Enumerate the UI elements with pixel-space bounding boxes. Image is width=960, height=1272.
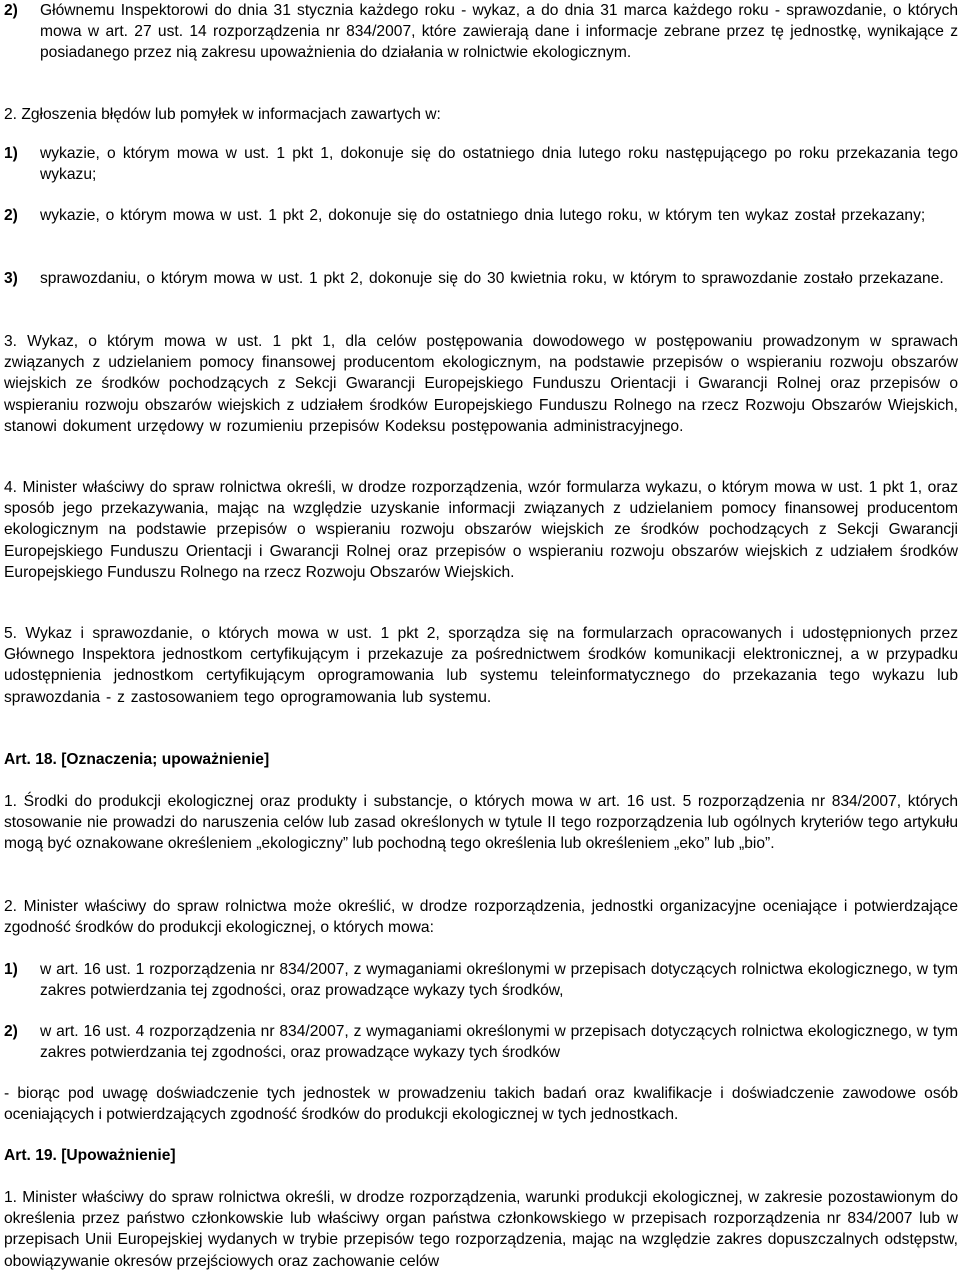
item-number: 1) — [4, 961, 18, 978]
article-18-paragraph-2: 2. Minister właściwy do spraw rolnictwa może określić, w drodze rozporządzenia, jednostki organizacyjne oceniające i potwierdzające zgodność środków do produkcji ekologicznej, o których mowa: — [4, 898, 958, 937]
paragraph-2-intro: 2. Zgłoszenia błędów lub pomyłek w informacjach zawartych w: — [4, 106, 441, 123]
item-number: 2) — [4, 207, 18, 224]
paragraph-top-item: Głównemu Inspektorowi do dnia 31 stycznia każdego roku - wykaz, a do dnia 31 marca każdego roku - sprawozdanie, o których mowa w art. 27 ust. 14 rozporządzenia nr 834/2007, które zawierają dane i informacje zebrane przez tę jednostkę, wynikające z posiadanego przez nią zakresu upoważnienia do działania w rolnictwie ekologicznym. — [40, 2, 958, 62]
list-item: wykazie, o którym mowa w ust. 1 pkt 1, dokonuje się do ostatniego dnia lutego roku następującego po roku przekazania tego wykazu; — [40, 145, 958, 184]
article-19-paragraph-1: 1. Minister właściwy do spraw rolnictwa określi, w drodze rozporządzenia, warunki produkcji ekologicznej, w zakresie pozostawionym do określenia przez państwo członkowskie lub właściwy organ państwa członkowskiego w przepisach rozporządzenia nr 834/2007 lub w przepisach Unii Europejskiej wydanych w trybie przepisów tego rozporządzenia, mając na względzie zakres dopuszczalnych odstępstw, obowiązywanie okresów przejściowych oraz zachowanie celów — [4, 1189, 958, 1270]
item-number: 1) — [4, 145, 18, 162]
paragraph-3: 3. Wykaz, o którym mowa w ust. 1 pkt 1, dla celów postępowania dowodowego w postępowaniu prowadzonym w sprawach związanych z udzielaniem pomocy finansowej producentom ekologicznym, na podstawie przepisów o wspieraniu rozwoju obszarów wiejskich ze środków pochodzących z Sekcji Gwarancji Europejskiego Funduszu Orientacji i Gwarancji Rolnej oraz przepisów o wspieraniu rozwoju obszarów wiejskich z udziałem środków Europejskiego Funduszu Rolnego na rzecz Rozwoju Obszarów Wiejskich, stanowi dokument urzędowy w rozumieniu przepisów Kodeksu postępowania administracyjnego. — [4, 333, 958, 435]
article-19-heading: Art. 19. [Upoważnienie] — [4, 1147, 176, 1164]
item-number: 2) — [4, 1023, 18, 1040]
article-18-heading: Art. 18. [Oznaczenia; upoważnienie] — [4, 751, 270, 768]
list-item: w art. 16 ust. 1 rozporządzenia nr 834/2007, z wymaganiami określonymi w przepisach dotyczących rolnictwa ekologicznego, w tym zakres potwierdzania tej zgodności, oraz prowadzące wykazy tych środków, — [40, 961, 958, 1000]
paragraph-4: 4. Minister właściwy do spraw rolnictwa określi, w drodze rozporządzenia, wzór formularza wykazu, o którym mowa w ust. 1 pkt 1, oraz sposób jego przekazywania, mając na względzie uzyskanie informacji związanych z udzielaniem pomocy finansowej producentom ekologicznym na podstawie przepisów o wspieraniu rozwoju obszarów wiejskich ze środków pochodzących z Sekcji Gwarancji Europejskiego Funduszu Orientacji i Gwarancji Rolnej oraz przepisów o wspieraniu rozwoju obszarów wiejskich z udziałem środków Europejskiego Funduszu Rolnego na rzecz Rozwoju Obszarów Wiejskich. — [4, 479, 958, 581]
list-item: wykazie, o którym mowa w ust. 1 pkt 2, dokonuje się do ostatniego dnia lutego roku, w którym ten wykaz został przekazany; — [40, 207, 926, 224]
item-number: 2) — [4, 2, 18, 19]
article-18-paragraph-1: 1. Środki do produkcji ekologicznej oraz produkty i substancje, o których mowa w art. 16 ust. 5 rozporządzenia nr 834/2007, których stosowanie nie prowadzi do naruszenia celów lub zasad określonych w tytule II tego rozporządzenia lub ogólnych kryteriów tego artykułu mogą być oznakowane określeniem „ekologiczny” lub pochodną tego określenia lub określeniem „eko” lub „bio”. — [4, 793, 958, 853]
list-item: sprawozdaniu, o którym mowa w ust. 1 pkt 2, dokonuje się do 30 kwietnia roku, w którym to sprawozdanie zostało przekazane. — [40, 270, 944, 287]
paragraph-5: 5. Wykaz i sprawozdanie, o których mowa w ust. 1 pkt 2, sporządza się na formularzach opracowanych i udostępnionych przez Głównego Inspektora jednostkom certyfikującym i przekazuje za pośrednictwem środków komunikacji elektronicznej, a w przypadku udostępnienia jednostkom certyfikującym oprogramowania lub systemu teleinformatycznego do przekazania tego wykazu lub sprawozdania - z zastosowaniem tego oprogramowania lub systemu. — [4, 625, 958, 706]
item-number: 3) — [4, 270, 18, 287]
article-18-closing: - biorąc pod uwagę doświadczenie tych jednostek w prowadzeniu takich badań oraz kwalifikacje i doświadczenie zawodowe osób oceniających i potwierdzających zgodność środków do produkcji ekologicznej w tych jednostkach. — [4, 1085, 958, 1124]
list-item: w art. 16 ust. 4 rozporządzenia nr 834/2007, z wymaganiami określonymi w przepisach dotyczących rolnictwa ekologicznego, w tym zakres potwierdzania tej zgodności, oraz prowadzące wykazy tych środków — [40, 1023, 958, 1062]
